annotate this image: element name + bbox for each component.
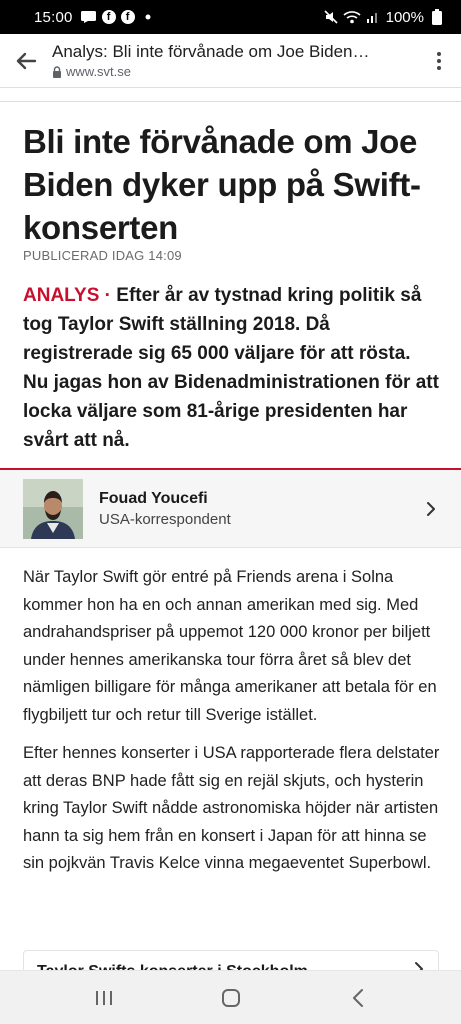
mute-icon	[323, 9, 339, 25]
home-button[interactable]	[201, 978, 261, 1018]
dot-icon	[437, 52, 441, 56]
arrow-left-icon	[16, 52, 36, 70]
author-name: Fouad Youcefi	[99, 489, 208, 507]
status-time: 15:00	[34, 8, 73, 26]
article	[0, 88, 461, 970]
dot-icon	[437, 59, 441, 63]
author-info	[99, 490, 411, 528]
message-icon	[81, 9, 97, 25]
facebook-icon: f	[102, 10, 116, 24]
battery-level: 100%	[385, 8, 424, 26]
home-icon	[221, 988, 241, 1008]
page-info[interactable]	[52, 42, 417, 79]
browser-toolbar	[0, 34, 461, 88]
lock-icon	[52, 66, 62, 78]
article-paragraph: När Taylor Swift gör entré på Friends arena i Solna kommer hon ha en och annan amerikan med sig. Med andrahandspriser på uppemot 120 000 kronor per biljett under hennes amerikanska tour förra året så blev det nämligen billigare för många amerikaner att betala för en flygbiljett tur och retur till Sverige istället.	[23, 568, 437, 724]
avatar	[23, 479, 83, 539]
wifi-icon	[344, 9, 360, 25]
article-headline: Bli inte förvånade om Joe Biden dyker upp på Swift-konserten	[23, 123, 421, 246]
author-card[interactable]	[0, 470, 461, 548]
tab-title: Analys: Bli inte förvånade om Joe Biden…	[52, 42, 370, 61]
category-tag: ANALYS	[23, 285, 100, 306]
top-divider	[0, 88, 461, 102]
chevron-left-icon	[352, 988, 364, 1008]
article-lead	[23, 281, 441, 455]
author-role: USA-korrespondent	[99, 510, 231, 528]
system-navigation-bar	[0, 970, 461, 1024]
chevron-right-icon	[411, 501, 451, 517]
dot-icon	[437, 66, 441, 70]
dot-icon	[140, 9, 156, 25]
facebook-icon: f	[121, 10, 135, 24]
tag-separator: ·	[99, 285, 117, 306]
status-bar	[0, 0, 461, 34]
more-options-button[interactable]	[417, 34, 461, 88]
notification-icons	[81, 9, 156, 25]
recent-apps-icon	[95, 990, 113, 1006]
lead-text: Efter år av tystnad kring politik så tog Taylor Swift ställning 2018. Då registrerade sig 65 000 väljare för att rösta. Nu jagas hon av Bidenadministrationen för att locka väljare som 81-årige presidenten har svårt att nå.	[23, 285, 439, 451]
url-display	[52, 64, 417, 79]
url-text: www.svt.se	[66, 64, 132, 79]
back-button[interactable]	[0, 34, 52, 88]
published-date: PUBLICERAD IDAG 14:09	[23, 248, 182, 263]
article-paragraph: Efter hennes konserter i USA rapporterade flera delstater att deras BNP hade fått sig en rejäl skjuts, och hysterin kring Taylor Swift nådde astronomiska höjder när artisten hann ta sig hem från en konsert i Japan för att hinna se sin pojkvän Travis Kelce vinna megaeventet Superbowl.	[23, 744, 440, 872]
signal-icon	[365, 9, 381, 25]
battery-icon	[429, 9, 445, 25]
system-back-button[interactable]	[328, 978, 388, 1018]
recent-apps-button[interactable]	[74, 978, 134, 1018]
